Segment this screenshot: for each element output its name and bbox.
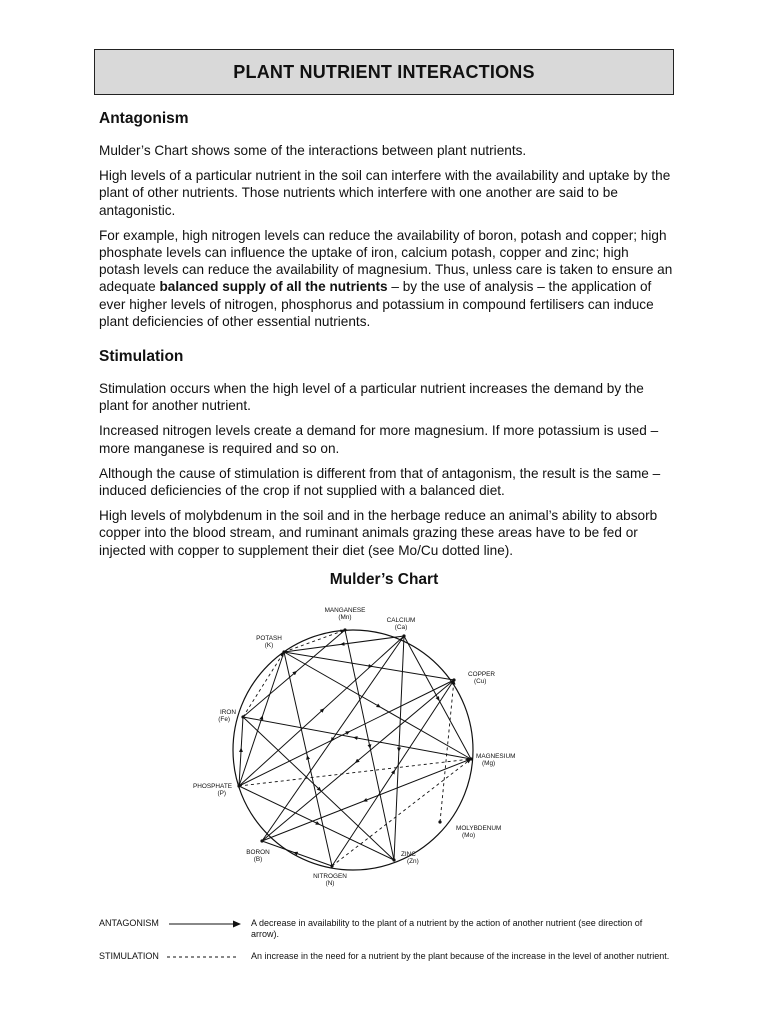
stimulation-link-mo-cu (440, 680, 454, 822)
label-mg-name: MAGNESIUM (476, 753, 516, 760)
label-cu-name: COPPER (468, 671, 495, 678)
label-mo-name: MOLYBDENUM (456, 825, 502, 832)
antagonism-link-n-k (284, 652, 332, 866)
label-n-symbol: (N) (325, 880, 335, 887)
label-fe-symbol: (Fe) (218, 716, 230, 723)
node-ca (402, 634, 405, 637)
antagonism-link-mg-fe (243, 717, 471, 759)
antagonism-link-k-mg (284, 652, 471, 759)
label-ca-symbol: (Ca) (394, 624, 408, 631)
legend-antagonism-desc: A decrease in availability to the plant of a nutrient by the action of another nutrient (see direction of arrow). (251, 918, 643, 939)
antagonism-paragraph-2: High levels of a particular nutrient in the soil can interfere with the availability and uptake by the plant of other nutrients. Those nutrients which interfere with one another are said to be antagonistic. (99, 168, 671, 218)
antagonism-link-ca-zn (394, 636, 404, 860)
node-n (330, 864, 333, 867)
label-b-name: BORON (246, 849, 270, 856)
node-zn (392, 858, 395, 861)
chart-title: Mulder’s Chart (329, 571, 439, 588)
legend-stimulation-key (99, 951, 237, 962)
stimulation-paragraph-1: Stimulation occurs when the high level of a particular nutrient increases the demand by the plant for another nutrient. (99, 381, 644, 414)
node-mo (438, 820, 441, 823)
label-mo-symbol: (Mo) (462, 832, 476, 839)
antagonism-link-ca-k (284, 636, 404, 652)
label-mn-symbol: (Mn) (338, 614, 352, 621)
label-mn-name: MANGANESE (324, 607, 366, 614)
antagonism-heading: Antagonism (99, 110, 189, 127)
node-k (282, 650, 285, 653)
node-fe (241, 715, 244, 718)
legend-stimulation-label: STIMULATION (99, 951, 159, 961)
node-b (260, 839, 263, 842)
mulders-chart-diagram (180, 598, 516, 887)
stimulation-paragraph-3: Although the cause of stimulation is different from that of antagonism, the result is the same – induced deficiencies of the crop if not supplied with a balanced diet. (99, 465, 661, 499)
label-ca-name: CALCIUM (386, 617, 416, 624)
legend-antagonism-label: ANTAGONISM (99, 918, 159, 928)
document-body (99, 110, 673, 567)
stimulation-paragraph-2: Increased nitrogen levels create a demand for more magnesium. If more potassium is used – more manganese is required and so on. (99, 423, 659, 456)
label-zn-symbol: (Zn) (407, 858, 419, 865)
stimulation-paragraph-4: High levels of molybdenum in the soil and in the herbage reduce an animal’s ability to absorb copper into the blood stream, and ruminant animals grazing these areas have to be fed or injected with copper to supplement their diet (see Mo/Cu dotted line). (99, 508, 658, 558)
antagonism-paragraph-3 (99, 227, 673, 330)
stimulation-link-fe-k (243, 652, 284, 717)
node-mn (343, 628, 346, 631)
page-title: PLANT NUTRIENT INTERACTIONS (233, 61, 535, 82)
stimulation-link-n-mg (332, 759, 471, 866)
antagonism-link-n-b (262, 841, 332, 866)
label-p-symbol: (P) (217, 790, 226, 797)
balanced-supply-emphasis: balanced supply of all the nutrients (159, 279, 388, 295)
label-zn-name: ZINC (401, 851, 416, 858)
antagonism-p3-end: – by the use of analysis – the application of ever higher levels of nitrogen, phosphorus and potassium in compound fertilisers can induce plant deficiencies of other essential nutrients. (99, 279, 654, 329)
label-n-name: NITROGEN (313, 873, 347, 880)
antagonism-link-ca-b (262, 636, 404, 841)
legend-antagonism-key (99, 918, 241, 929)
label-b-symbol: (B) (253, 856, 263, 863)
label-k-name: POTASH (256, 635, 282, 642)
label-fe-name: IRON (220, 709, 236, 716)
node-mg (469, 757, 472, 760)
stimulation-link-k-mn (284, 630, 345, 652)
antagonism-paragraph-1: Mulder’s Chart shows some of the interactions between plant nutrients. (99, 143, 527, 158)
antagonism-p3-start: For example, high nitrogen levels can reduce the availability of boron, potash and copper; high phosphate levels can influence the uptake of iron, calcium potash, copper and zinc; high potash levels can reduce the availability of magnesium. Thus, unless care is taken to ensure an adequate (99, 227, 673, 295)
antagonism-link-mn-zn (345, 630, 394, 860)
node-cu (452, 678, 455, 681)
node-p (237, 784, 240, 787)
solid-arrow-icon (169, 920, 241, 928)
stimulation-heading: Stimulation (99, 348, 184, 366)
label-k-symbol: (K) (264, 642, 274, 649)
label-mg-symbol: (Mg) (482, 760, 496, 767)
label-cu-symbol: (Cu) (474, 678, 487, 685)
dashed-line-icon (167, 953, 237, 961)
title-box (94, 49, 674, 95)
legend-stimulation-desc: An increase in the need for a nutrient by the plant because of the increase in the level of another nutrient. (251, 951, 670, 961)
label-p-name: PHOSPHATE (193, 783, 232, 790)
